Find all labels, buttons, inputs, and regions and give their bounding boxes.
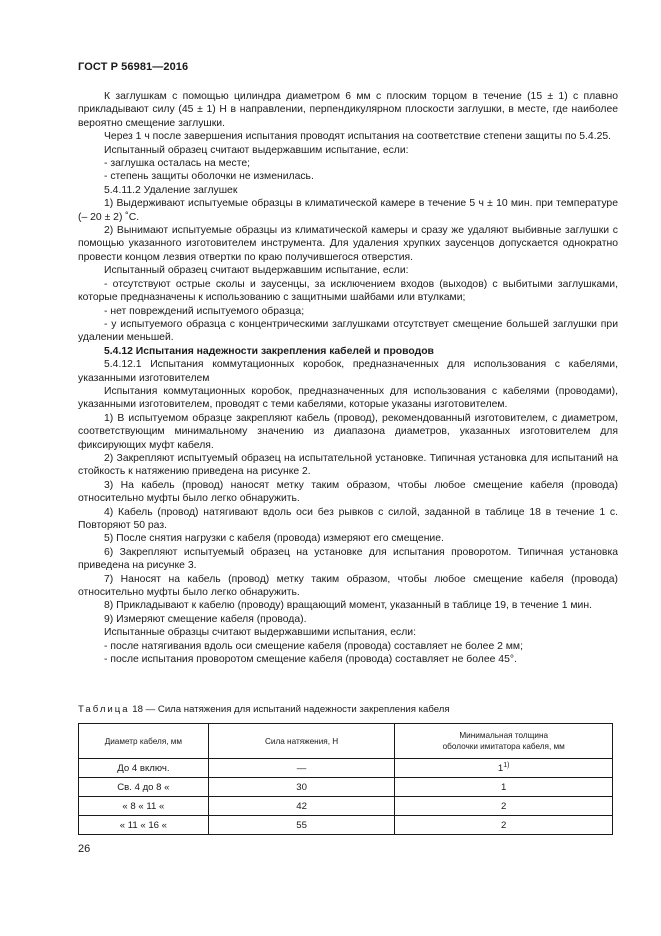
table-row: [79, 759, 613, 778]
paragraph: 7) Наносят на кабель (провод) метку таким образом, чтобы любое смещение кабеля (провода) относительно муфты было легко обнаружить.: [78, 573, 618, 599]
table-cell: До 4 включ.: [79, 759, 209, 778]
paragraph: 1) В испытуемом образце закрепляют кабель (провод), рекомендованный изготовителем, с диаметром, соответствующим минимальному значению из диапазона диаметров, указанных изготовителем для фиксирующих муфт кабеля.: [78, 412, 618, 451]
paragraph: 6) Закрепляют испытуемый образец на установке для испытания проворотом. Типичная установка приведена на рисунке 3.: [78, 546, 618, 572]
list-item: - заглушка осталась на месте;: [104, 158, 251, 170]
table-cell: 42: [208, 797, 395, 816]
paragraph: Испытанный образец считают выдержавшим испытание, если:: [104, 144, 409, 156]
paragraph: Испытанные образцы считают выдержавшими испытания, если:: [104, 627, 416, 639]
cable-tension-table: [78, 723, 613, 835]
column-header-diameter: Диаметр кабеля, мм: [79, 724, 209, 759]
table-row: [79, 797, 613, 816]
paragraph: Испытанный образец считают выдержавшим испытание, если:: [104, 265, 409, 277]
document-body: [78, 90, 618, 666]
column-header-tension: Сила натяжения, Н: [208, 724, 395, 759]
table-cell: « 11 « 16 «: [79, 816, 209, 835]
paragraph: 5.4.12.1 Испытания коммутационных коробок, предназначенных для использования с кабелями, указанными изготовителем: [78, 359, 618, 384]
document-header: ГОСТ Р 56981—2016: [78, 61, 189, 73]
table-cell: 1: [395, 778, 613, 797]
section-heading: 5.4.11.2 Удаление заглушек: [104, 184, 238, 196]
list-item: - у испытуемого образца с концентрическими заглушками отсутствует смещение большей заглушки при удалении меньшей.: [78, 318, 618, 344]
column-header-thickness-line2: оболочки имитатора кабеля, мм: [442, 742, 565, 751]
list-item: - после натягивания вдоль оси смещение кабеля (провода) составляет не более 2 мм;: [104, 640, 523, 652]
footnote-mark: 1): [503, 761, 510, 769]
paragraph: 1) Выдерживают испытуемые образцы в климатической камере в течение 5 ч ± 10 мин. при температуре (– 20 ± 2) ˚С.: [78, 198, 618, 223]
list-item: - степень защиты оболочки не изменилась.: [104, 171, 314, 183]
paragraph: 2) Вынимают испытуемые образцы из климатической камеры и сразу же удаляют выбивные заглушки с помощью указанного изготовителем инструмента. Для удаления хрупких заусенцов допускается однократно провести концом лезвия отвертки по краю получившегося отверстия.: [78, 225, 618, 263]
paragraph: 4) Кабель (провод) натягивают вдоль оси без рывков с силой, заданной в таблице 18 в течение 1 с. Повторяют 50 раз.: [78, 506, 618, 531]
table-cell-value: 1: [497, 763, 504, 775]
paragraph: 9) Измеряют смещение кабеля (провода).: [104, 613, 307, 625]
column-header-thickness-line1: Минимальная толщина: [459, 731, 549, 740]
table-caption: [78, 704, 450, 715]
table-cell: Св. 4 до 8 «: [79, 778, 209, 797]
paragraph: 3) На кабель (провод) наносят метку таким образом, чтобы любое смещение кабеля (провода) относительно муфты было легко обнаружить.: [78, 479, 618, 505]
paragraph: 5) После снятия нагрузки с кабеля (провода) измеряют его смещение.: [104, 533, 444, 545]
table-caption-text: 18 — Сила натяжения для испытаний надежности закрепления кабеля: [132, 704, 450, 715]
table-row: [79, 816, 613, 835]
paragraph: К заглушкам с помощью цилиндра диаметром 6 мм с плоским торцом в течение (15 ± 1) с плавно прикладывают силу (45 ± 1) Н в направлении, перпендикулярном плоскости заглушки, в месте, где наиболее вероятно смещение заглушки.: [78, 91, 618, 129]
table-row: [79, 778, 613, 797]
table-cell: 55: [208, 816, 395, 835]
table-cell: [395, 759, 613, 778]
table-caption-prefix: Таблица: [78, 704, 130, 715]
table-cell: —: [208, 759, 395, 778]
paragraph: Через 1 ч после завершения испытания проводят испытания на соответствие степени защиты по 5.4.25.: [104, 131, 612, 143]
section-heading: 5.4.12 Испытания надежности закрепления кабелей и проводов: [104, 345, 434, 357]
column-header-thickness: [395, 724, 613, 759]
table-cell: 2: [395, 816, 613, 835]
table-cell: « 8 « 11 «: [79, 797, 209, 816]
list-item: - отсутствуют острые сколы и заусенцы, за исключением входов (выходов) с выбитыми заглушками, которые предназначены к использованию с защитными шайбами или втулками;: [78, 278, 618, 304]
table-cell: 2: [395, 797, 613, 816]
paragraph: 2) Закрепляют испытуемый образец на испытательной установке. Типичная установка для испытаний на стойкость к натяжению приведена на рисунке 2.: [78, 452, 618, 478]
paragraph: 8) Прикладывают к кабелю (проводу) вращающий момент, указанный в таблице 19, в течение 1 мин.: [104, 600, 592, 612]
list-item: - нет повреждений испытуемого образца;: [104, 305, 305, 317]
table-header-row: [79, 724, 613, 759]
page-number: 26: [78, 843, 91, 855]
paragraph: Испытания коммутационных коробок, предназначенных для использования с кабелями (проводами), указанными изготовителем, проводят с теми кабелями, которые указаны изготовителем.: [78, 385, 618, 411]
list-item: - после испытания проворотом смещение кабеля (провода) составляет не более 45°.: [104, 654, 517, 666]
table-cell: 30: [208, 778, 395, 797]
